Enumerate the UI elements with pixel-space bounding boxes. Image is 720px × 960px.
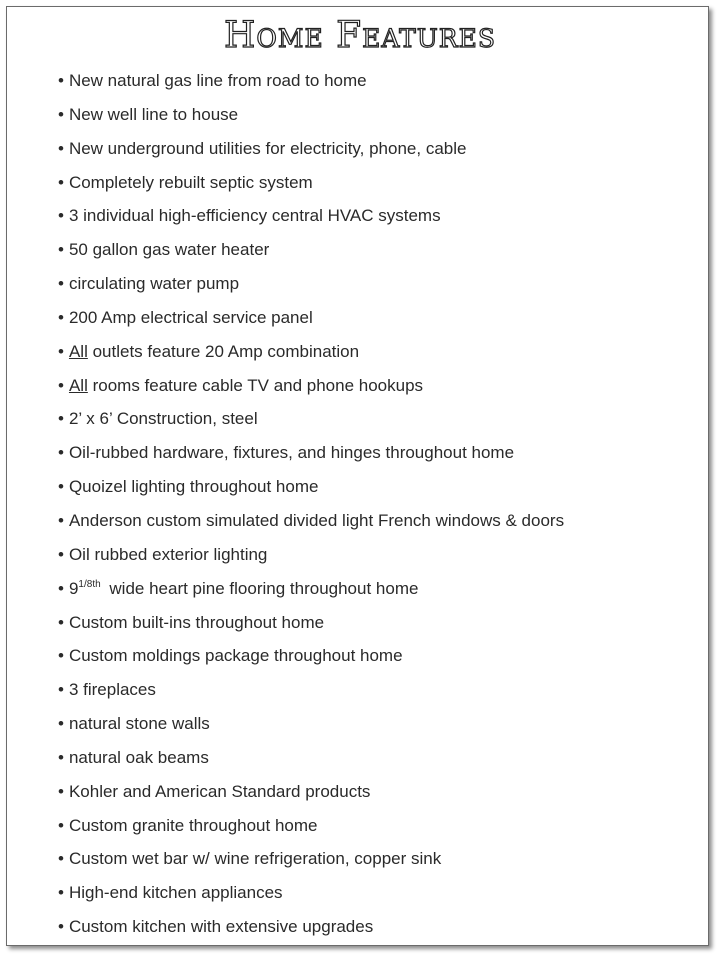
feature-emphasis: All: [68, 341, 88, 361]
feature-item-exterior-lighting: [58, 538, 698, 572]
feature-text: New underground utilities for electricity, phone, cable: [68, 138, 467, 158]
bullet: •: [58, 477, 64, 497]
bullet: •: [58, 510, 64, 530]
feature-item-underground-utilities: [58, 132, 698, 166]
bullet: •: [58, 883, 64, 903]
page-title: Home Features: [223, 15, 497, 56]
feature-text: 50 gallon gas water heater: [68, 240, 270, 260]
bullet: •: [58, 815, 64, 835]
feature-item-moldings: [58, 639, 698, 673]
feature-item-kitchen: [58, 910, 698, 944]
feature-item-water-pump: [58, 267, 698, 301]
bullet: •: [58, 917, 64, 937]
feature-text: 3 individual high-efficiency central HVAC systems: [68, 206, 441, 226]
feature-item-fireplaces: [58, 673, 698, 707]
bullet: •: [58, 781, 64, 801]
feature-text: New natural gas line from road to home: [68, 71, 367, 90]
feature-text: Oil rubbed exterior lighting: [68, 544, 268, 564]
bullet: •: [58, 375, 64, 395]
feature-text: Custom built-ins throughout home: [68, 612, 325, 632]
feature-text: natural oak beams: [68, 747, 209, 767]
feature-text: 2’ x 6’ Construction, steel: [68, 409, 258, 429]
feature-item-hvac: [58, 199, 698, 233]
feature-item-hardware: [58, 436, 698, 470]
feature-item-flooring: [58, 572, 698, 606]
bullet: •: [58, 747, 64, 767]
feature-item-lighting: [58, 470, 698, 504]
feature-text: Anderson custom simulated divided light French windows & doors: [68, 510, 565, 530]
feature-list: [58, 64, 698, 944]
bullet: •: [58, 544, 64, 564]
feature-item-cable-phone: [58, 369, 698, 403]
feature-item-natural-gas: [58, 64, 698, 98]
feature-item-water-heater: [58, 233, 698, 267]
feature-text: wide heart pine flooring throughout home: [104, 578, 419, 598]
feature-text: Custom moldings package throughout home: [68, 646, 403, 666]
bullet: •: [58, 274, 64, 294]
feature-text: Kohler and American Standard products: [68, 781, 371, 801]
bullet: •: [58, 612, 64, 632]
bullet: •: [58, 71, 64, 90]
feature-text: High-end kitchen appliances: [68, 883, 283, 903]
feature-text: Custom granite throughout home: [68, 815, 318, 835]
bullet: •: [58, 578, 64, 598]
feature-item-septic: [58, 166, 698, 200]
feature-item-granite: [58, 809, 698, 843]
feature-item-well-line: [58, 98, 698, 132]
feature-text: Completely rebuilt septic system: [68, 172, 313, 192]
feature-text: circulating water pump: [68, 274, 240, 294]
feature-item-electrical-panel: [58, 301, 698, 335]
bullet: •: [58, 138, 64, 158]
feature-item-built-ins: [58, 606, 698, 640]
feature-item-outlets: [58, 335, 698, 369]
feature-text: 200 Amp electrical service panel: [68, 307, 313, 327]
feature-text: Custom wet bar w/ wine refrigeration, copper sink: [68, 849, 442, 869]
bullet: •: [58, 714, 64, 734]
feature-text: Oil-rubbed hardware, fixtures, and hinges throughout home: [68, 443, 515, 463]
feature-text: New well line to house: [68, 104, 239, 124]
feature-emphasis: All: [68, 375, 88, 395]
feature-item-stone-walls: [58, 707, 698, 741]
bullet: •: [58, 104, 64, 124]
feature-item-wet-bar: [58, 842, 698, 876]
feature-text: natural stone walls: [68, 714, 210, 734]
bullet: •: [58, 443, 64, 463]
bullet: •: [58, 341, 64, 361]
feature-superscript: 1/8th: [78, 578, 101, 590]
bullet: •: [58, 206, 64, 226]
bullet: •: [58, 646, 64, 666]
feature-item-construction: [58, 402, 698, 436]
bullet: •: [58, 172, 64, 192]
feature-item-oak-beams: [58, 741, 698, 775]
bullet: •: [58, 240, 64, 260]
feature-text: rooms feature cable TV and phone hookups: [87, 375, 424, 395]
bullet: •: [58, 680, 64, 700]
feature-lead: 9: [68, 578, 79, 598]
bullet: •: [58, 849, 64, 869]
feature-item-windows-doors: [58, 504, 698, 538]
bullet: •: [58, 307, 64, 327]
bullet: •: [58, 409, 64, 429]
feature-text: Custom kitchen with extensive upgrades: [68, 917, 374, 937]
feature-text: outlets feature 20 Amp combination: [87, 341, 360, 361]
feature-text: Quoizel lighting throughout home: [68, 477, 319, 497]
feature-text: 3 fireplaces: [68, 680, 156, 700]
feature-item-appliances: [58, 876, 698, 910]
feature-item-plumbing-products: [58, 775, 698, 809]
